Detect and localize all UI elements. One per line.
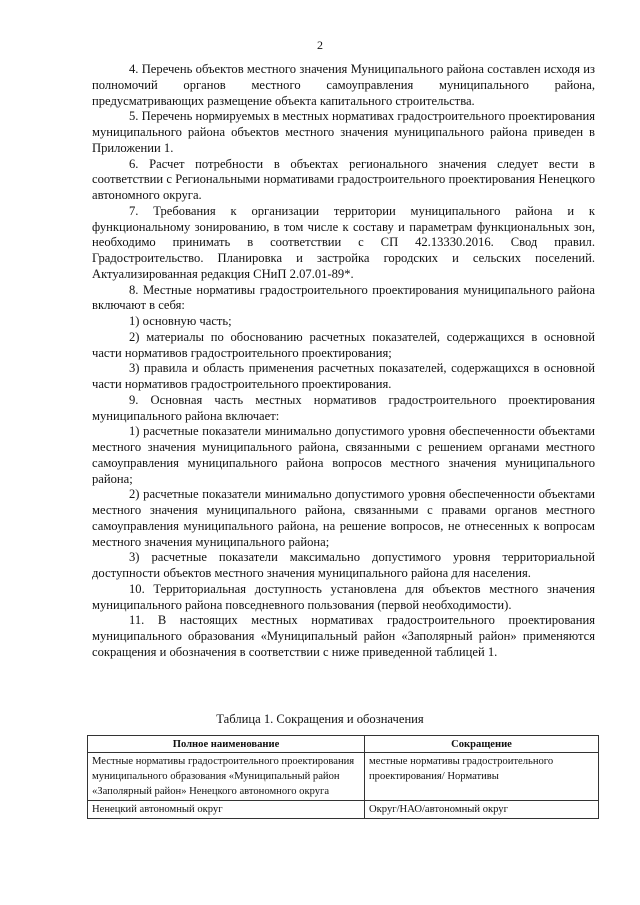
paragraph: 8. Местные нормативы градостроительного проектирования муниципального района включают в себя: [92,282,595,313]
paragraph: 4. Перечень объектов местного значения Муниципального района составлен исходя из полномочий органов местного самоуправления муниципального района, предусматривающих размещение объекта капитального строительства. [92,62,595,108]
column-header-full-name: Полное наименование [88,736,365,753]
document-body [92,62,595,661]
table-row [88,801,599,819]
table-header-row [88,736,599,753]
table-caption: Таблица 1. Сокращения и обозначения [216,712,424,726]
list-item: 3) правила и область применения расчетных показателей, содержащихся в основной части нормативов градостроительного проектирования. [92,361,595,391]
list-item: 2) материалы по обоснованию расчетных показателей, содержащихся в основной части нормативов градостроительного проектирования; [92,329,595,360]
paragraph: 9. Основная часть местных нормативов градостроительного проектирования муниципального района включает: [92,392,595,423]
paragraph: 11. В настоящих местных нормативах градостроительного проектирования муниципального образования «Муниципальный район «Заполярный район» применяются сокращения и обозначения в соответствии с ниже приведенной таблицей 1. [92,613,595,659]
paragraph: 10. Территориальная доступность установлена для объектов местного значения муниципального района повседневного пользования (первой необходимости). [92,581,595,612]
table-row [88,753,599,801]
list-item: 2) расчетные показатели минимально допустимого уровня обеспеченности объектами местного значения муниципального района, связанными с правами органов местного самоуправления муниципального района, на решение вопросов, не отнесенных к вопросам местного значения муниципального района; [92,487,595,549]
list-item: 1) основную часть; [129,314,232,328]
list-item: 1) расчетные показатели минимально допустимого уровня обеспеченности объектами местного значения муниципального района, связанными с решением органами местного самоуправления муниципального района вопросов местного значения муниципального района; [92,424,595,486]
paragraph: 6. Расчет потребности в объектах регионального значения следует вести в соответствии с Региональными нормативами градостроительного проектирования Ненецкого автономного округа. [92,156,595,202]
column-header-abbreviation: Сокращение [365,736,599,753]
list-item: 3) расчетные показатели максимально допустимого уровня территориальной доступности объектов местного значения муниципального района для населения. [92,550,595,580]
table-cell: Местные нормативы градостроительного проектирования муниципального образования «Муниципальный район «Заполярный район» Ненецкого автономного округа [88,753,365,801]
table-cell: Ненецкий автономный округ [88,801,365,819]
page-number: 2 [317,38,323,52]
paragraph: 5. Перечень нормируемых в местных нормативах градостроительного проектирования муниципального района объектов местного значения муниципального района приведен в Приложении 1. [92,109,595,155]
abbreviations-table [87,735,599,819]
table-cell: Округ/НАО/автономный округ [365,801,599,819]
table-cell: местные нормативы градостроительного проектирования/ Нормативы [365,753,599,801]
paragraph: 7. Требования к организации территории муниципального района и к функциональному зонированию, в том числе к составу и параметрам функциональных зон, необходимо принимать в соответствии с СП 42.13330.2016. Свод правил. Градостроительство. Планировка и застройка городских и сельских поселений. Актуализированная редакция СНиП 2.07.01-89*. [92,203,595,281]
